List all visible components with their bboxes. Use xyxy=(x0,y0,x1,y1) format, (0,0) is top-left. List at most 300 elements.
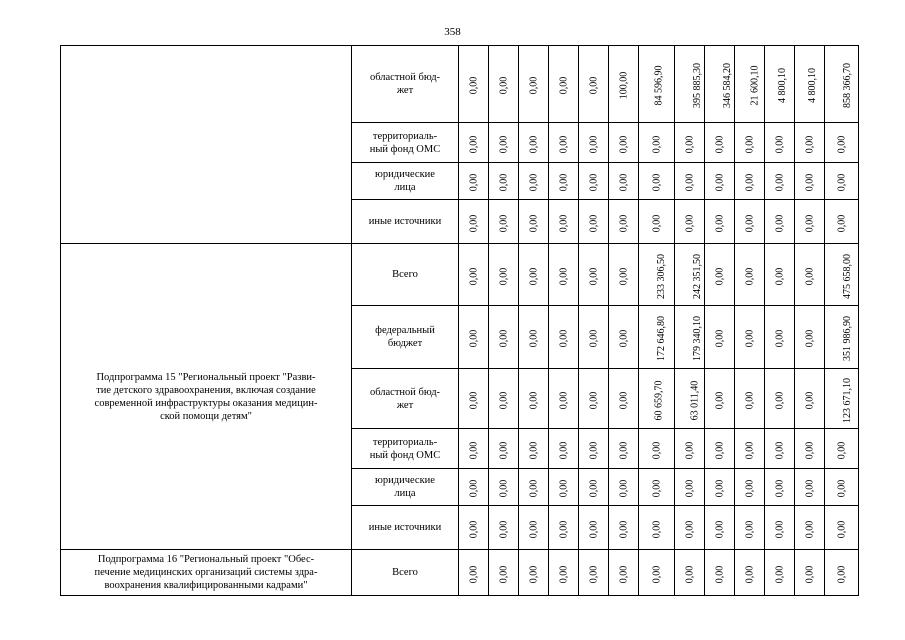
value-cell xyxy=(609,163,639,200)
value-cell xyxy=(825,469,859,506)
value-text: 0,00 xyxy=(618,391,629,409)
value-text: 0,00 xyxy=(714,267,725,285)
value-cell xyxy=(549,469,579,506)
value-text: 100,00 xyxy=(618,71,629,100)
value-cell xyxy=(519,46,549,123)
value-text: 0,00 xyxy=(651,520,662,538)
value-cell xyxy=(675,429,705,469)
value-text: 0,00 xyxy=(774,173,785,192)
value-cell xyxy=(675,163,705,200)
table-row xyxy=(61,550,859,596)
value-cell xyxy=(795,306,825,369)
value-cell xyxy=(489,123,519,163)
value-text: 233 306,50 xyxy=(656,253,667,299)
value-cell xyxy=(609,46,639,123)
value-cell xyxy=(609,123,639,163)
value-text: 0,00 xyxy=(528,479,539,498)
value-text: 0,00 xyxy=(468,479,479,498)
value-cell xyxy=(735,244,765,306)
value-text: 0,00 xyxy=(588,441,599,459)
value-cell xyxy=(765,163,795,200)
value-cell xyxy=(735,429,765,469)
value-text: 0,00 xyxy=(804,520,815,538)
value-cell xyxy=(675,46,705,123)
value-cell xyxy=(639,46,675,123)
value-text: 0,00 xyxy=(498,441,509,459)
value-cell xyxy=(795,506,825,550)
value-cell xyxy=(675,550,705,596)
value-cell xyxy=(519,306,549,369)
value-text: 0,00 xyxy=(498,565,509,583)
value-cell xyxy=(765,123,795,163)
value-text: 346 584,20 xyxy=(722,63,733,108)
value-cell xyxy=(735,163,765,200)
value-text: 0,00 xyxy=(774,565,785,583)
value-text: 0,00 xyxy=(498,520,509,538)
value-text: 0,00 xyxy=(744,391,755,409)
value-cell xyxy=(765,244,795,306)
value-text: 0,00 xyxy=(498,329,509,348)
value-cell xyxy=(489,163,519,200)
value-cell xyxy=(459,123,489,163)
value-cell xyxy=(735,469,765,506)
value-cell xyxy=(795,550,825,596)
value-text: 123 671,10 xyxy=(842,377,853,423)
value-cell xyxy=(795,163,825,200)
value-text: 0,00 xyxy=(836,479,847,498)
value-cell xyxy=(795,123,825,163)
value-text: 0,00 xyxy=(558,391,569,409)
value-text: 0,00 xyxy=(744,214,755,232)
value-cell xyxy=(549,506,579,550)
value-text: 0,00 xyxy=(528,173,539,192)
financing-table xyxy=(60,45,859,596)
value-cell xyxy=(735,200,765,244)
value-text: 0,00 xyxy=(714,479,725,498)
value-text: 0,00 xyxy=(774,441,785,459)
value-cell xyxy=(705,506,735,550)
value-text: 0,00 xyxy=(558,267,569,285)
value-text: 0,00 xyxy=(468,135,479,153)
value-cell xyxy=(549,306,579,369)
value-cell xyxy=(735,550,765,596)
value-cell xyxy=(705,469,735,506)
value-cell xyxy=(705,429,735,469)
value-cell xyxy=(609,469,639,506)
page-number: 358 xyxy=(444,26,461,38)
value-cell xyxy=(765,200,795,244)
value-text: 0,00 xyxy=(618,173,629,192)
value-text: 0,00 xyxy=(744,565,755,583)
value-cell xyxy=(519,506,549,550)
table-body xyxy=(61,46,859,596)
value-text: 0,00 xyxy=(774,135,785,153)
value-cell xyxy=(765,506,795,550)
value-cell xyxy=(675,306,705,369)
value-text: 0,00 xyxy=(618,267,629,285)
value-text: 0,00 xyxy=(774,479,785,498)
value-text: 0,00 xyxy=(618,520,629,538)
value-cell xyxy=(765,369,795,429)
value-cell xyxy=(549,369,579,429)
value-cell xyxy=(609,369,639,429)
value-cell xyxy=(705,244,735,306)
value-text: 0,00 xyxy=(468,520,479,538)
value-cell xyxy=(705,46,735,123)
value-cell xyxy=(735,369,765,429)
value-text: 0,00 xyxy=(714,441,725,459)
value-text: 0,00 xyxy=(651,441,662,459)
value-text: 0,00 xyxy=(684,520,695,538)
value-cell xyxy=(825,550,859,596)
value-cell xyxy=(825,369,859,429)
value-text: 0,00 xyxy=(804,173,815,192)
value-cell xyxy=(795,46,825,123)
value-text: 0,00 xyxy=(528,329,539,348)
value-cell xyxy=(579,46,609,123)
value-text: 0,00 xyxy=(588,391,599,409)
value-cell xyxy=(639,469,675,506)
value-cell xyxy=(825,123,859,163)
value-text: 0,00 xyxy=(588,173,599,192)
value-text: 0,00 xyxy=(744,479,755,498)
value-cell xyxy=(459,306,489,369)
value-cell xyxy=(639,429,675,469)
value-text: 0,00 xyxy=(618,441,629,459)
funding-source-cell: юридические лица xyxy=(352,163,459,200)
value-text: 0,00 xyxy=(528,135,539,153)
value-cell xyxy=(705,200,735,244)
program-name-cell: Подпрограмма 15 "Региональный проект "Разви- тие детского здравоохранения, включая создание современной инфраструктуры оказания медицин- ской помощи детям" xyxy=(61,244,352,550)
value-text: 63 011,40 xyxy=(689,380,701,420)
value-cell xyxy=(489,306,519,369)
value-cell xyxy=(549,550,579,596)
value-text: 172 646,80 xyxy=(656,316,667,361)
value-text: 0,00 xyxy=(804,565,815,583)
value-cell xyxy=(459,550,489,596)
value-text: 0,00 xyxy=(528,267,539,285)
value-cell xyxy=(639,306,675,369)
value-cell xyxy=(579,123,609,163)
funding-source-cell: Всего xyxy=(352,244,459,306)
value-cell xyxy=(489,46,519,123)
value-text: 0,00 xyxy=(558,565,569,583)
value-text: 0,00 xyxy=(498,173,509,192)
value-cell xyxy=(459,506,489,550)
value-cell xyxy=(735,506,765,550)
value-text: 0,00 xyxy=(804,267,815,285)
value-text: 0,00 xyxy=(714,391,725,409)
value-cell xyxy=(609,306,639,369)
value-text: 0,00 xyxy=(684,441,695,459)
value-text: 0,00 xyxy=(804,214,815,232)
value-text: 4 800,10 xyxy=(777,68,788,103)
value-cell xyxy=(519,244,549,306)
value-text: 0,00 xyxy=(714,329,725,348)
value-text: 0,00 xyxy=(498,391,509,409)
value-cell xyxy=(609,429,639,469)
value-text: 0,00 xyxy=(498,76,509,95)
value-cell xyxy=(549,429,579,469)
value-cell xyxy=(579,429,609,469)
value-cell xyxy=(459,369,489,429)
value-cell xyxy=(675,244,705,306)
value-cell xyxy=(579,163,609,200)
value-text: 0,00 xyxy=(684,565,695,583)
value-cell xyxy=(825,506,859,550)
table-row xyxy=(61,46,859,123)
value-cell xyxy=(609,200,639,244)
value-cell xyxy=(579,306,609,369)
value-text: 0,00 xyxy=(651,173,662,192)
value-text: 0,00 xyxy=(618,479,629,498)
value-text: 0,00 xyxy=(744,329,755,348)
value-text: 0,00 xyxy=(528,76,539,95)
value-cell xyxy=(519,123,549,163)
value-text: 0,00 xyxy=(468,441,479,459)
value-cell xyxy=(459,46,489,123)
value-cell xyxy=(639,163,675,200)
value-text: 179 340,10 xyxy=(692,316,703,361)
value-text: 0,00 xyxy=(588,267,599,285)
value-text: 351 986,90 xyxy=(842,316,853,361)
value-text: 84 596,90 xyxy=(653,65,665,106)
value-cell xyxy=(825,244,859,306)
value-text: 0,00 xyxy=(744,520,755,538)
value-text: 0,00 xyxy=(651,214,662,232)
value-cell xyxy=(459,163,489,200)
value-cell xyxy=(609,506,639,550)
value-text: 0,00 xyxy=(558,441,569,459)
value-cell xyxy=(705,123,735,163)
value-text: 0,00 xyxy=(588,76,599,95)
value-text: 0,00 xyxy=(618,135,629,153)
value-text: 242 351,50 xyxy=(692,253,703,299)
value-cell xyxy=(735,306,765,369)
value-cell xyxy=(459,429,489,469)
value-cell xyxy=(825,163,859,200)
value-cell xyxy=(825,429,859,469)
value-cell xyxy=(675,506,705,550)
value-cell xyxy=(579,550,609,596)
value-text: 0,00 xyxy=(774,391,785,409)
value-cell xyxy=(489,506,519,550)
value-cell xyxy=(735,123,765,163)
value-text: 0,00 xyxy=(468,76,479,95)
value-text: 0,00 xyxy=(528,214,539,232)
value-cell xyxy=(639,550,675,596)
value-cell xyxy=(549,200,579,244)
table-row xyxy=(61,244,859,306)
value-text: 0,00 xyxy=(651,565,662,583)
value-cell xyxy=(489,550,519,596)
value-text: 0,00 xyxy=(836,135,847,153)
funding-source-cell: территориаль- ный фонд ОМС xyxy=(352,429,459,469)
funding-source-cell: федеральный бюджет xyxy=(352,306,459,369)
value-cell xyxy=(765,306,795,369)
value-cell xyxy=(489,244,519,306)
value-cell xyxy=(795,469,825,506)
funding-source-cell: юридические лица xyxy=(352,469,459,506)
value-text: 0,00 xyxy=(558,214,569,232)
value-text: 475 658,00 xyxy=(842,253,853,299)
value-text: 0,00 xyxy=(588,479,599,498)
funding-source-cell: иные источники xyxy=(352,200,459,244)
value-text: 0,00 xyxy=(684,214,695,232)
value-cell xyxy=(459,469,489,506)
value-cell xyxy=(675,123,705,163)
value-cell xyxy=(675,369,705,429)
value-text: 0,00 xyxy=(558,520,569,538)
value-cell xyxy=(489,469,519,506)
value-text: 0,00 xyxy=(558,479,569,498)
value-text: 0,00 xyxy=(528,520,539,538)
value-text: 0,00 xyxy=(714,173,725,192)
value-text: 0,00 xyxy=(804,135,815,153)
value-text: 0,00 xyxy=(498,267,509,285)
value-text: 0,00 xyxy=(468,391,479,409)
value-text: 0,00 xyxy=(804,329,815,348)
value-cell xyxy=(519,550,549,596)
value-cell xyxy=(489,200,519,244)
value-text: 0,00 xyxy=(498,479,509,498)
value-cell xyxy=(609,244,639,306)
value-text: 0,00 xyxy=(774,267,785,285)
value-text: 60 659,70 xyxy=(653,380,665,420)
value-text: 0,00 xyxy=(836,520,847,538)
value-text: 0,00 xyxy=(714,135,725,153)
value-cell xyxy=(609,550,639,596)
value-text: 21 600,10 xyxy=(749,65,761,106)
value-cell xyxy=(549,163,579,200)
value-text: 0,00 xyxy=(468,267,479,285)
program-name-cell xyxy=(61,46,352,244)
value-text: 4 800,10 xyxy=(807,68,818,103)
value-text: 0,00 xyxy=(588,135,599,153)
value-cell xyxy=(705,306,735,369)
value-cell xyxy=(459,200,489,244)
value-text: 0,00 xyxy=(558,173,569,192)
value-cell xyxy=(549,123,579,163)
value-cell xyxy=(579,369,609,429)
value-text: 0,00 xyxy=(714,214,725,232)
funding-source-cell: областной бюд- жет xyxy=(352,369,459,429)
value-text: 0,00 xyxy=(468,214,479,232)
value-cell xyxy=(459,244,489,306)
value-text: 0,00 xyxy=(588,520,599,538)
value-text: 0,00 xyxy=(684,479,695,498)
value-text: 0,00 xyxy=(684,173,695,192)
value-text: 0,00 xyxy=(498,214,509,232)
value-text: 0,00 xyxy=(804,391,815,409)
value-text: 0,00 xyxy=(744,173,755,192)
value-cell xyxy=(705,550,735,596)
value-cell xyxy=(825,306,859,369)
value-cell xyxy=(519,163,549,200)
value-cell xyxy=(519,469,549,506)
value-cell xyxy=(639,506,675,550)
value-text: 0,00 xyxy=(804,479,815,498)
value-text: 0,00 xyxy=(651,135,662,153)
value-text: 0,00 xyxy=(836,441,847,459)
value-text: 0,00 xyxy=(498,135,509,153)
value-cell xyxy=(639,200,675,244)
value-cell xyxy=(675,200,705,244)
value-text: 0,00 xyxy=(804,441,815,459)
value-cell xyxy=(705,369,735,429)
value-cell xyxy=(519,200,549,244)
value-text: 395 885,30 xyxy=(692,63,703,108)
value-text: 0,00 xyxy=(468,565,479,583)
value-cell xyxy=(765,46,795,123)
value-text: 0,00 xyxy=(651,479,662,498)
value-text: 0,00 xyxy=(588,214,599,232)
value-text: 0,00 xyxy=(528,441,539,459)
value-text: 0,00 xyxy=(618,565,629,583)
value-text: 0,00 xyxy=(528,565,539,583)
value-text: 0,00 xyxy=(468,329,479,348)
program-name-cell: Подпрограмма 16 "Региональный проект "Обес- печение медицинских организаций системы здра- воохранения квалифицированными кадрами" xyxy=(61,550,352,596)
value-text: 0,00 xyxy=(558,135,569,153)
value-cell xyxy=(639,369,675,429)
value-cell xyxy=(795,429,825,469)
value-cell xyxy=(489,369,519,429)
value-text: 0,00 xyxy=(684,135,695,153)
value-cell xyxy=(735,46,765,123)
value-text: 0,00 xyxy=(744,267,755,285)
value-cell xyxy=(519,429,549,469)
value-cell xyxy=(825,46,859,123)
value-text: 0,00 xyxy=(618,214,629,232)
value-cell xyxy=(795,200,825,244)
value-cell xyxy=(579,200,609,244)
value-text: 0,00 xyxy=(836,565,847,583)
value-text: 0,00 xyxy=(836,214,847,232)
funding-source-cell: территориаль- ный фонд ОМС xyxy=(352,123,459,163)
value-cell xyxy=(705,163,735,200)
funding-source-cell: иные источники xyxy=(352,506,459,550)
value-text: 0,00 xyxy=(774,520,785,538)
value-cell xyxy=(675,469,705,506)
value-text: 0,00 xyxy=(558,329,569,348)
value-cell xyxy=(765,429,795,469)
value-text: 0,00 xyxy=(618,329,629,348)
value-text: 0,00 xyxy=(528,391,539,409)
value-cell xyxy=(549,46,579,123)
value-cell xyxy=(765,550,795,596)
value-cell xyxy=(639,244,675,306)
value-text: 0,00 xyxy=(714,520,725,538)
value-cell xyxy=(489,429,519,469)
value-text: 0,00 xyxy=(588,329,599,348)
value-cell xyxy=(579,506,609,550)
value-cell xyxy=(765,469,795,506)
value-text: 0,00 xyxy=(774,214,785,232)
funding-source-cell: Всего xyxy=(352,550,459,596)
value-text: 0,00 xyxy=(558,76,569,95)
value-text: 0,00 xyxy=(836,173,847,192)
value-text: 0,00 xyxy=(588,565,599,583)
funding-source-cell: областной бюд- жет xyxy=(352,46,459,123)
value-cell xyxy=(825,200,859,244)
value-cell xyxy=(795,244,825,306)
value-cell xyxy=(519,369,549,429)
value-cell xyxy=(639,123,675,163)
value-cell xyxy=(549,244,579,306)
value-text: 858 366,70 xyxy=(842,63,853,108)
value-text: 0,00 xyxy=(744,135,755,153)
value-text: 0,00 xyxy=(744,441,755,459)
